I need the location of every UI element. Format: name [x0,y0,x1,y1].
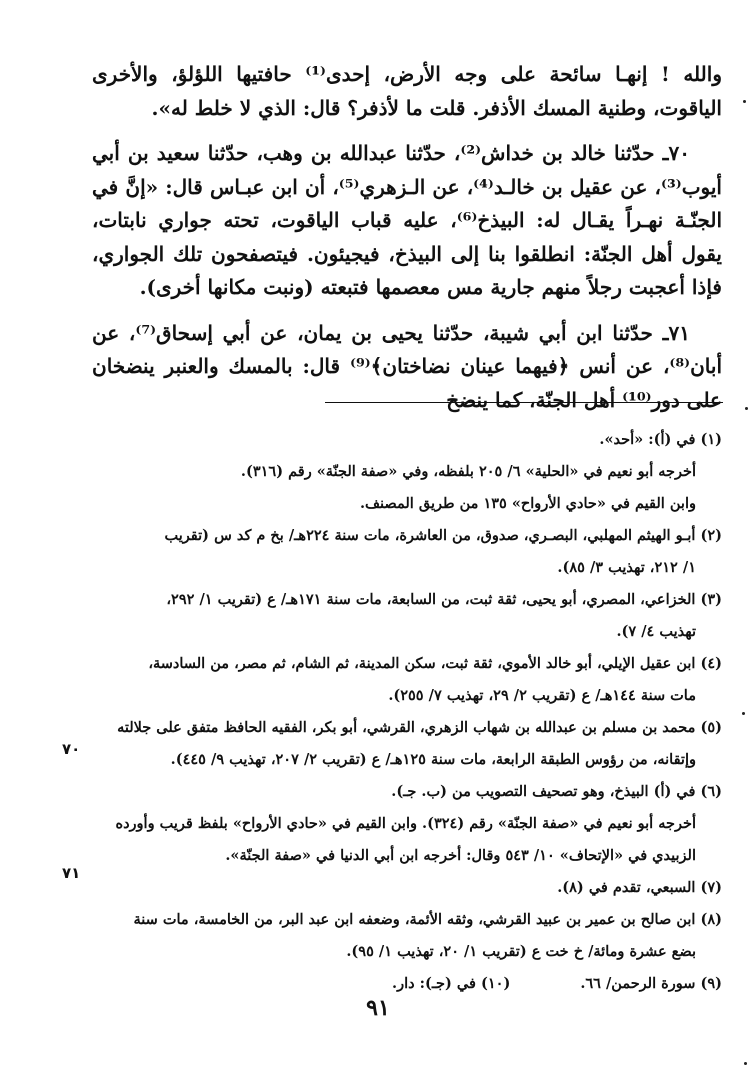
paragraph-1 [92,58,722,125]
margin-number-71: ٧١ [62,864,81,882]
footnote-7 [92,872,722,904]
footnote-line: (١) في (أ): «أحد». [599,431,722,448]
text-line: عقيل بن خالـد⁽⁴⁾، عن الـزهري⁽⁵⁾، أن ابن عبـاس قال: «إنَّ في الجنّـة نهـراً يقـال له: [92,174,722,232]
text-line: والله ! إنهـا سائحة على وجه الأرض، إحدى⁽¹⁾ حافتيها اللؤلؤ، والأخرى الياقوت، [92,62,722,120]
footnote-line: (٥) محمد بن مسلم بن عبدالله بن شهاب الزهري، القرشي، أبو بكر، الفقيه الحافظ متفق على جلالته [117,719,722,736]
footnote-separator [325,402,723,403]
footnote-6 [92,776,722,872]
footnote-line: الزبيدي في «الإتحاف» ١٠/ ٥٤٣ وقال: أخرجه ابن أبي الدنيا في «صفة الجنّة». [225,847,696,864]
scan-speck [742,712,745,715]
text-line: ﴿فيهما عينان نضاختان﴾⁽⁹⁾ قال: بالمسك والعنبر ينضخان على دور⁽¹⁰⁾ أهل الجنّة، كما ينضخ [92,354,722,412]
footnote-line: بضع عشرة ومائة/ خ خت ع (تقريب ١/ ٢٠، تهذيب ١/ ٩٥). [346,943,696,960]
main-text [92,58,722,417]
text-line: وطنية المسك الأذفر. قلت ما لأذفر؟ قال: الذي لا خلط له». [151,95,647,120]
footnote-10: (١٠) في (جـ): دار. [392,975,511,992]
scan-speck [745,407,748,410]
scan-speck [744,1062,747,1065]
footnote-line: ١/ ٢١٢، تهذيب ٣/ ٨٥). [557,559,696,576]
footnote-line: (٧) السبعي، تقدم في (٨). [557,879,722,896]
footnote-2 [92,520,722,584]
text-line: ٧٠ـ حدّثنا خالد بن خداش⁽²⁾، حدّثنا عبدالله بن وهب، حدّثنا سعيد بن أبي أيوب⁽³⁾، عن [92,141,722,199]
footnote-9: (٩) سورة الرحمن/ ٦٦. [580,975,722,992]
text-line: ٧١ـ حدّثنا ابن أبي شيبة، حدّثنا يحيى بن يمان، عن أبي إسحاق⁽⁷⁾، عن أبان⁽⁸⁾، عن أنس [92,320,723,378]
footnote-1 [92,424,722,520]
margin-number-70: ٧٠ [62,740,81,758]
footnote-line: (٦) في (أ) البيذخ، وهو تصحيف التصويب من (ب. جـ). [391,783,722,800]
footnote-line: وإتقانه، من رؤوس الطبقة الرابعة، مات سنة ١٢٥هـ/ ع (تقريب ٢/ ٢٠٧، تهذيب ٩/ ٤٤٥). [170,751,696,768]
page-number: ٩١ [366,995,390,1021]
footnote-line: تهذيب ٤/ ٧). [616,623,696,640]
footnote-4 [92,648,722,712]
footnote-line: أخرجه أبو نعيم في «صفة الجنّة» رقم (٣٢٤). وابن القيم في «حادي الأرواح» بلفظ قريب وأورده [115,815,696,832]
hadith-70 [92,137,722,305]
footnote-5 [92,712,722,776]
footnote-line: أخرجه أبو نعيم في «الحلية» ٦/ ٢٠٥ بلفظه، وفي «صفة الجنّة» رقم (٣١٦). [240,463,696,480]
text-line: إلى البيذخ، فيجيئون. فيتصفحون تلك الجواري، فإذا أعجبت رجلاً منهم جارية [92,241,722,299]
footnote-line: (٣) الخزاعي، المصري، أبو يحيى، ثقة ثبت، من السابعة، مات سنة ١٧١هـ/ ع (تقريب ١/ ٢٩٢، [166,591,722,608]
footnote-8 [92,904,722,968]
footnote-line: (٤) ابن عقيل الإيلي، أبو خالد الأموي، ثقة ثبت، سكن المدينة، ثم الشام، ثم مصر، من السادسة، [148,655,722,672]
footnote-line: مات سنة ١٤٤هـ/ ع (تقريب ٢/ ٢٩، تهذيب ٧/ ٢٥٥). [388,687,696,704]
text-line: البيذخ⁽⁶⁾، عليه قباب الياقوت، تحته جواري نابتات، يقول أهل الجنّة: انطلقوا بنا [92,208,723,266]
footnote-line: (٢) أبـو الهيثم المهلبي، البصـري، صدوق، من العاشرة، مات سنة ٢٢٤هـ/ بخ م كد س (تقريب [164,527,722,544]
footnote-line: وابن القيم في «حادي الأرواح» ١٣٥ من طريق المصنف. [359,495,696,512]
scan-speck [743,100,746,103]
footnotes [92,424,722,1000]
footnote-line: (٨) ابن صالح بن عمير بن عبيد القرشي، وثقه الأئمة، وضعفه ابن عبد البر، من الخامسة، مات سنة [133,911,722,928]
text-line: مس معصمها فتبعته (ونبت مكانها أخرى). [139,275,484,299]
footnote-3 [92,584,722,648]
